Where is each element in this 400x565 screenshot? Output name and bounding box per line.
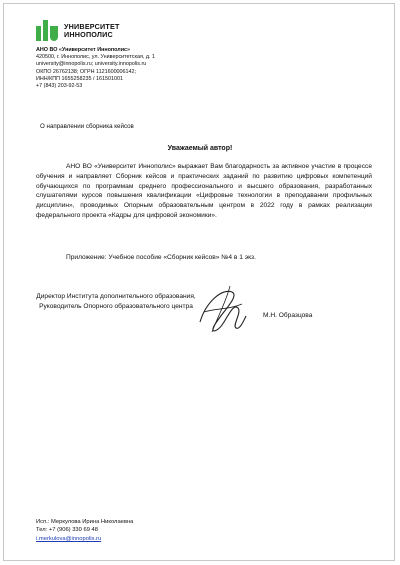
executor-phone: Тел: +7 (906) 330 69 48 (36, 527, 99, 534)
executor-email-link[interactable]: i.merkulova@innopolis.ru (36, 535, 102, 542)
footer-contacts (36, 518, 133, 543)
letter-subject: О направлении сборника кейсов (40, 123, 134, 130)
org-phone: +7 (843) 203-92-53 (36, 83, 83, 90)
org-contacts: university@innopolis.ru; university.innopolis.ru (36, 61, 147, 68)
org-name: АНО ВО «Университет Иннополис» (36, 47, 131, 53)
innopolis-logo-icon (36, 20, 60, 42)
greeting: Уважаемый автор! (167, 145, 233, 152)
logo-line-2: ИННОПОЛИС (64, 30, 113, 39)
signer-name: М.Н. Образцова (263, 312, 313, 319)
university-logo (36, 20, 120, 42)
letter-body: АНО ВО «Университет Иннополис» выражает Вам благодарность за активное участие в процессе обучения и направляет Сборник кейсов и практических заданий по развитию цифровых компетенций обучающихся по программам среднего профессионального и высшего образования, разработанных слушателями курсов повышения квалификации «Цифровые технологии в преподавании профильных дисциплин», проводимых Опорным образовательным центром в 2022 году в рамках реализации федерального проекта «Кадры для цифровой экономики». (36, 163, 372, 219)
org-okpo-ogrn: ОКПО 26762138; ОГРН 1121600006142; (36, 68, 137, 75)
org-address: 420500, г. Иннополис, ул. Университетская, д. 1 (36, 54, 156, 61)
logo-line-1: УНИВЕРСИТЕТ (64, 22, 120, 31)
appendix: Приложение: Учебное пособие «Сборник кейсов» №4 в 1 экз. (66, 254, 256, 261)
org-inn-kpp: ИНН/КПП 1655258235 / 161501001 (36, 75, 124, 82)
organization-details (36, 47, 155, 90)
executor-name: Исп.: Меркулова Ирина Николаевна (36, 519, 134, 525)
logo-text (64, 23, 120, 39)
signer-title: Директор Института дополнительного образования, Руководитель Опорного образовательного центра (36, 293, 196, 310)
handwritten-signature (192, 282, 252, 342)
